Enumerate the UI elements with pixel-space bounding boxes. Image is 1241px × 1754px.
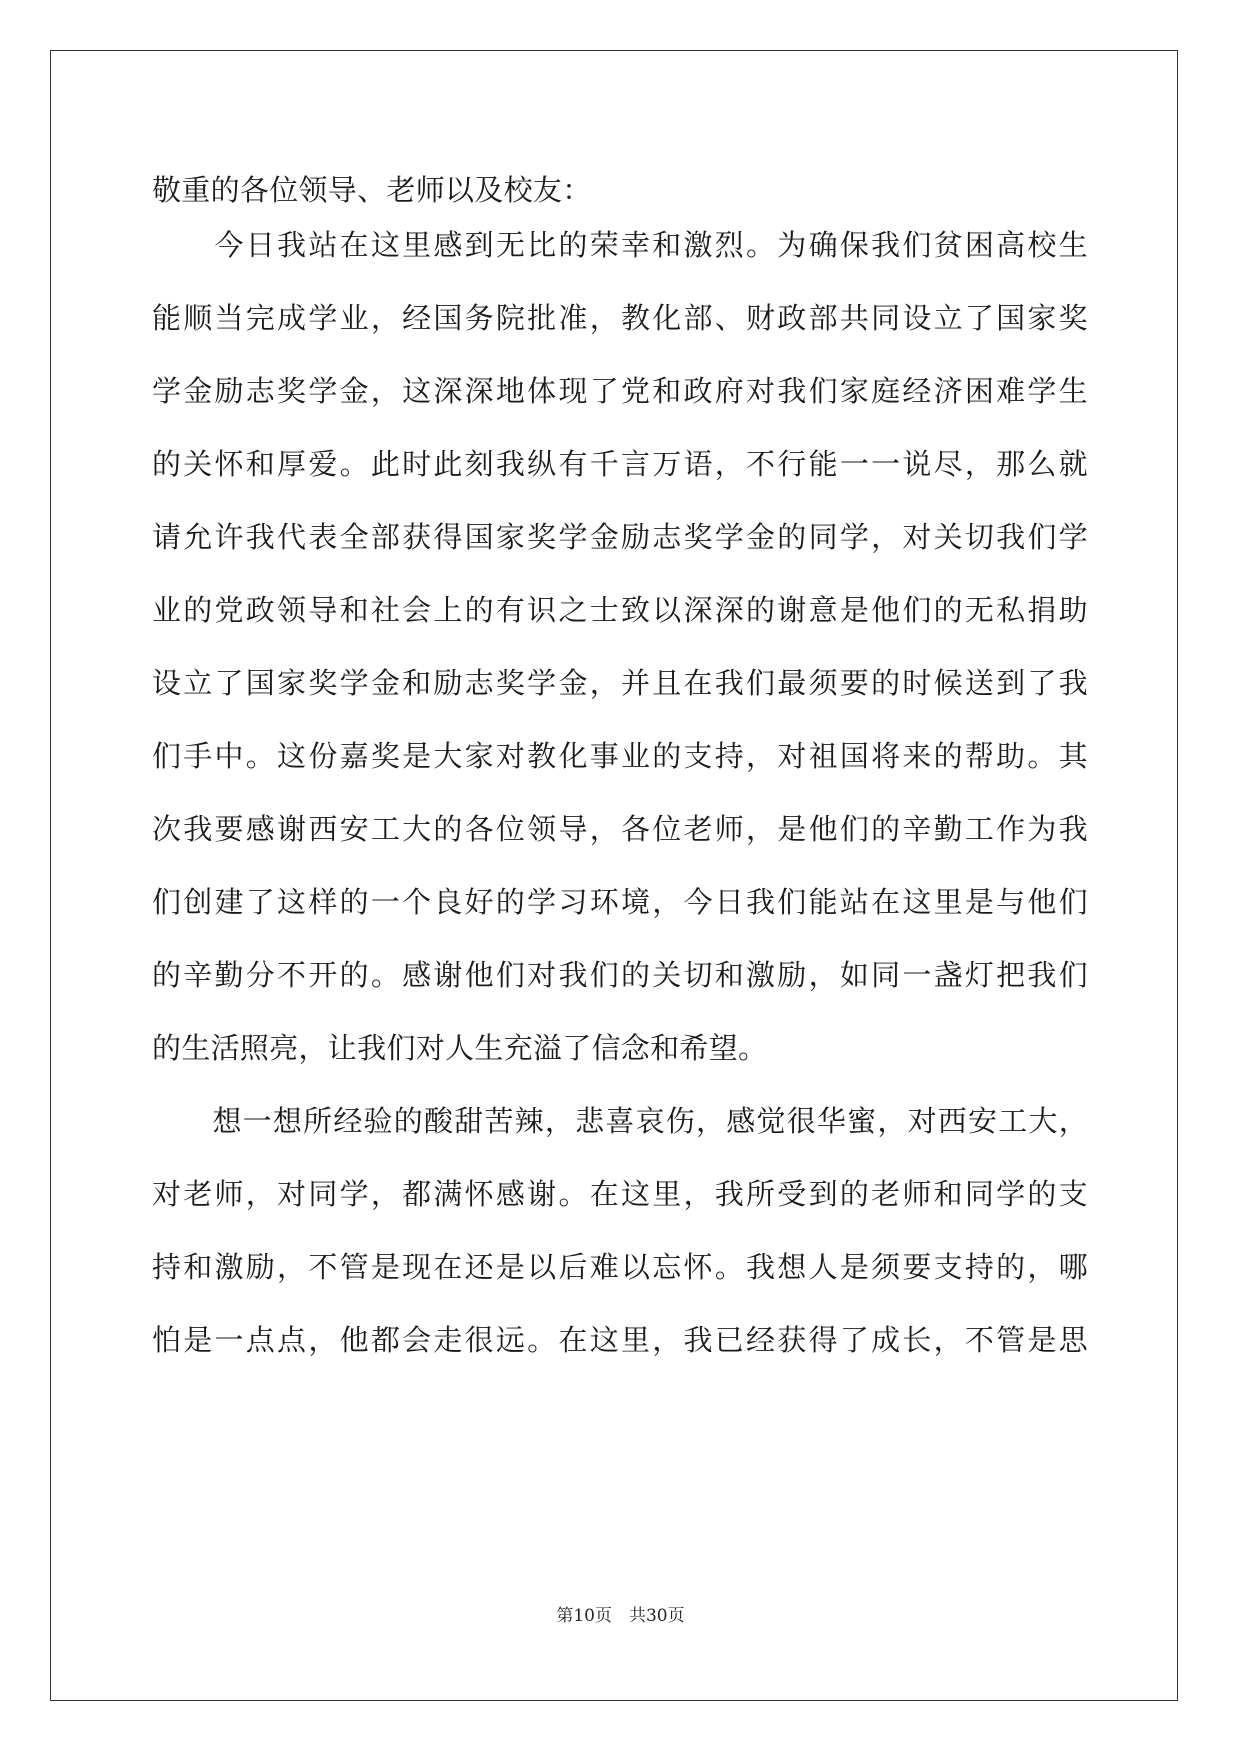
paragraph-line: 的辛勤分不开的。感谢他们对我们的关切和激励，如同一盏灯把我们	[152, 958, 1088, 992]
paragraph-line: 能顺当完成学业，经国务院批准，教化部、财政部共同设立了国家奖	[152, 301, 1088, 335]
page-number-footer: 第10页 共30页	[556, 1606, 685, 1626]
salutation-line: 敬重的各位领导、老师以及校友：	[152, 173, 592, 207]
paragraph-line: 学金励志奖学金，这深深地体现了党和政府对我们家庭经济困难学生	[152, 374, 1088, 408]
paragraph-line: 想一想所经验的酸甜苦辣，悲喜哀伤，感觉很华蜜，对西安工大，	[152, 1104, 1088, 1138]
paragraph-line: 们创建了这样的一个良好的学习环境，今日我们能站在这里是与他们	[152, 885, 1088, 919]
paragraph-line: 请允许我代表全部获得国家奖学金励志奖学金的同学，对关切我们学	[152, 520, 1088, 554]
paragraph-line: 次我要感谢西安工大的各位领导，各位老师，是他们的辛勤工作为我	[152, 812, 1088, 846]
paragraph-line: 怕是一点点，他都会走很远。在这里，我已经获得了成长，不管是思	[152, 1323, 1088, 1357]
paragraph-line: 业的党政领导和社会上的有识之士致以深深的谢意是他们的无私捐助	[152, 593, 1088, 627]
paragraph-line: 们手中。这份嘉奖是大家对教化事业的支持，对祖国将来的帮助。其	[152, 739, 1088, 773]
paragraph-line: 的关怀和厚爱。此时此刻我纵有千言万语，不行能一一说尽，那么就	[152, 447, 1088, 481]
paragraph-line: 今日我站在这里感到无比的荣幸和激烈。为确保我们贫困高校生	[152, 228, 1088, 262]
paragraph-line: 持和激励，不管是现在还是以后难以忘怀。我想人是须要支持的，哪	[152, 1250, 1088, 1284]
paragraph-line: 的生活照亮，让我们对人生充溢了信念和希望。	[152, 1031, 768, 1065]
paragraph-line: 对老师，对同学，都满怀感谢。在这里，我所受到的老师和同学的支	[152, 1177, 1088, 1211]
paragraph-line: 设立了国家奖学金和励志奖学金，并且在我们最须要的时候送到了我	[152, 666, 1088, 700]
